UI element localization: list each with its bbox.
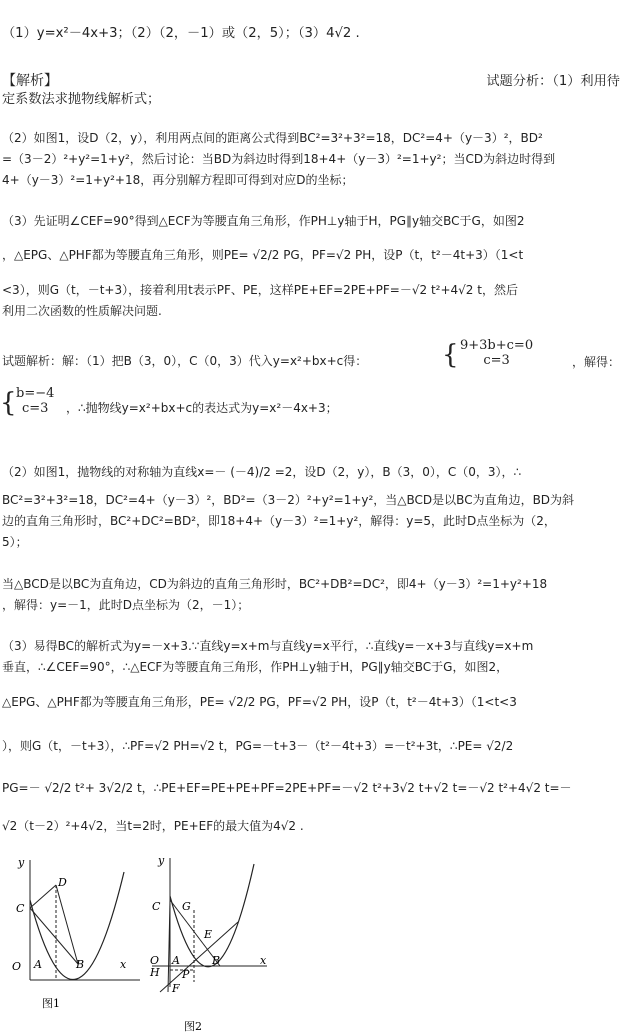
system1-eq1: 9+3b+c=0 — [460, 338, 534, 353]
analysis-line: ，△EPG、△PHF都为等腰直角三角形，则PE= √2/2 PG，PF=√2 PH，设P（t，t²－4t+3）（1<t — [2, 248, 524, 262]
analysis-line: =（3－2）²+y²=1+y²，然后讨论：当BD为斜边时得到18+4+（y－3）²=1+y²；当CD为斜边时得到 — [2, 152, 556, 166]
solution-line: 边的直角三角形时，BC²+DC²=BD²，即18+4+（y－3）²=1+y²，解得：y=5，此时D点坐标为（2， — [2, 514, 556, 528]
solution-line: 试题解析：解：（1）把B（3，0），C（0，3）代入y=x²+bx+c得： — [2, 354, 368, 368]
analysis-line: <3），则G（t，－t+3），接着利用t表示PF、PE，这样PE+EF=2PE+PF=－√2 t²+4√2 t，然后 — [2, 283, 518, 297]
analysis-line: 利用二次函数的性质解决问题. — [2, 304, 162, 318]
fig2-b-label: B — [212, 954, 221, 967]
fig2-a-label: A — [172, 954, 180, 967]
analysis-line: （3）先证明∠CEF=90°得到△ECF为等腰直角三角形，作PH⊥y轴于H，PG∥y轴交BC于G，如图2 — [2, 214, 525, 228]
solution-line: BC²=3²+3²=18，DC²=4+（y－3）²，BD²=（3－2）²+y²=1+y²，当△BCD是以BC为直角边，BD为斜 — [2, 493, 575, 507]
fig1-caption: 图1 — [42, 997, 60, 1010]
equation-system-1: { 9+3b+c=0 c=3 — [442, 338, 534, 370]
figure-2 — [142, 852, 282, 1036]
fig2-g-label: G — [182, 900, 191, 913]
fig1-o-label: O — [12, 960, 22, 973]
fig2-f-label: F — [172, 982, 180, 995]
solution-line: 垂直，∴∠CEF=90°，∴△ECF为等腰直角三角形，作PH⊥y轴于H，PG∥y轴交BC于G，如图2， — [2, 660, 509, 674]
system2-eq1: b=−4 — [16, 386, 55, 401]
solution-line: （3）易得BC的解析式为y=－x+3.∵直线y=x+m与直线y=x平行，∴直线y=－x+3与直线y=x+m — [2, 639, 534, 653]
analysis-heading: 【解析】 — [2, 73, 58, 89]
system1-eq2: c=3 — [483, 353, 510, 368]
analysis-intro: 试题分析：（1）利用待 — [486, 74, 620, 89]
answer-line: （1）y=x²－4x+3；（2）（2，－1）或（2，5）；（3）4√2 . — [2, 26, 360, 41]
analysis-line: （2）如图1，设D（2，y），利用两点间的距离公式得到BC²=3²+3²=18，DC²=4+（y－3）²，BD² — [2, 131, 543, 145]
analysis-line: 4+（y－3）²=1+y²+18，再分别解方程即可得到对应D的坐标； — [2, 173, 354, 187]
fig1-b-label: B — [76, 958, 85, 971]
fig1-x-label: x — [120, 958, 127, 971]
equation-system-2: { b=−4 c=3 — [0, 386, 55, 418]
solution-line: 当△BCD是以BC为直角边，CD为斜边的直角三角形时，BC²+DB²=DC²，即4+（y－3）²=1+y²+18 — [2, 577, 548, 591]
fig2-o-label: O — [150, 954, 160, 967]
fig1-c-label: C — [16, 902, 25, 915]
fig2-x-label: x — [260, 954, 267, 967]
solution-line: ，∴抛物线y=x²+bx+c的表达式为y=x²－4x+3； — [66, 401, 338, 415]
solution-line: PG=－ √2/2 t²+ 3√2/2 t，∴PE+EF=PE+PE+PF=2PE+PF=－√2 t²+3√2 t+√2 t=－√2 t²+4√2 t=－ — [2, 781, 572, 795]
fig1-y-label: y — [18, 856, 25, 869]
figure-1 — [0, 852, 140, 1036]
fig1-d-label: D — [58, 876, 67, 889]
fig2-c-label: C — [152, 900, 161, 913]
fig1-a-label: A — [34, 958, 42, 971]
fig2-caption: 图2 — [184, 1020, 202, 1033]
solution-line: √2（t－2）²+4√2，当t=2时，PE+EF的最大值为4√2 . — [2, 819, 304, 833]
solution-line: 5）； — [2, 535, 28, 549]
fig2-y-label: y — [158, 854, 165, 867]
analysis-line: 定系数法求抛物线解析式； — [2, 92, 161, 107]
solution-line: （2）如图1，抛物线的对称轴为直线x=－ (－4)/2 =2，设D（2，y），B（3，0），C（0，3），∴ — [2, 465, 522, 479]
solution-line: ，解得：y=－1，此时D点坐标为（2，－1）； — [2, 598, 250, 612]
solution-line: △EPG、△PHF都为等腰直角三角形，PE= √2/2 PG，PF=√2 PH，设P（t，t²－4t+3）（1<t<3 — [2, 695, 517, 709]
solution-line: ），则G（t，－t+3），∴PF=√2 PH=√2 t，PG=－t+3－（t²－4t+3）=－t²+3t，∴PE= √2/2 — [2, 739, 514, 753]
system2-eq2: c=3 — [21, 401, 49, 416]
solution-solve: ，解得： — [571, 355, 620, 369]
fig2-e-label: E — [204, 928, 213, 941]
fig2-h-label: H — [150, 966, 160, 979]
fig2-p-label: P — [182, 968, 190, 981]
